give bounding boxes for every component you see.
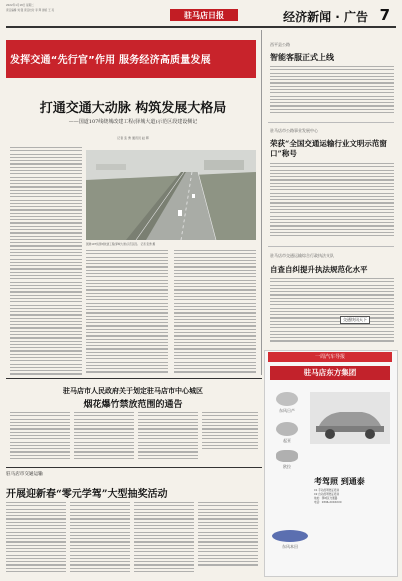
section-rule-1 [6, 378, 262, 379]
auto-ad-header: 一周汽车导报 [268, 352, 392, 362]
bottom-article-body-col1 [6, 502, 66, 576]
brand-logo-icon [276, 392, 298, 406]
banner-text: 发挥交通“先行官”作用 服务经济高质量发展 [10, 55, 211, 66]
photo-caption: 国道107线绕城改建工程(驿城大道)示范区段。 记者 张勇 摄 [86, 243, 156, 246]
section-rule-2 [6, 467, 262, 468]
contact-line: C2 自动挡驾驶证培训 [314, 493, 340, 496]
sidebar-article2-body [270, 163, 394, 243]
bottom-article-body-col2 [70, 502, 130, 576]
bottom-article-body-col4 [198, 502, 258, 576]
brand-label: 起亚 [283, 438, 291, 443]
masthead: 驻马店日报 [170, 9, 238, 21]
promo-box-label: 交通快讯天下 [340, 316, 370, 324]
page-number: 7 [379, 6, 390, 24]
sidebar-article1-body [270, 66, 394, 118]
bottom-article-body-col3 [134, 502, 194, 576]
sidebar-article1-kicker: 西平县公路 [270, 42, 290, 47]
ad-car-image [310, 392, 390, 444]
notice-body-col4 [202, 412, 258, 464]
section-title: 经济新闻 · 广告 [283, 10, 368, 24]
notice-body-col3 [138, 412, 198, 464]
sidebar-separator-1 [268, 122, 394, 123]
contact-list [314, 489, 392, 505]
main-article-subtitle: ——国道107线绕城改建工程(驿城大道)示范区段建设侧记 [68, 119, 198, 125]
contact-title: 考驾照 到通泰 [314, 477, 365, 486]
sidebar-article3-title: 自查自纠提升执法规范化水平 [270, 265, 368, 274]
header-rule [6, 26, 396, 28]
main-article-title: 打通交通大动脉 构筑发展大格局 [39, 101, 227, 116]
main-article-body-col1 [10, 147, 82, 375]
column-rule [261, 30, 262, 375]
sidebar-separator-2 [268, 246, 394, 247]
sidebar-article2-title: 荣获“全国交通运输行业文明示范窗口”称号 [270, 139, 387, 158]
highway-photo [86, 150, 256, 240]
auto-ad-dealer-name: 驻马店东方集团 [270, 366, 390, 380]
brand-label: 东风日产 [279, 408, 295, 413]
notice-body-col1 [10, 412, 70, 464]
sidebar-article1-title: 智能客服正式上线 [270, 52, 334, 62]
contact-line: 地址：驿城区交通路 [314, 497, 338, 500]
main-article-body-col4 [174, 250, 256, 375]
car-icon [310, 392, 390, 444]
main-article-byline: 记者 张 勇 通讯员 赵 辉 [117, 136, 149, 140]
sidebar-article2-kicker: 驻马店市公路事业发展中心 [270, 128, 318, 133]
sidebar-article3-body [270, 278, 394, 350]
bottom-article-title: 开展迎新春“零元学驾”大型抽奖活动 [6, 489, 168, 500]
notice-title: 驻马店市人民政府关于划定驻马店市中心城区 [63, 386, 203, 395]
brand-label: 欧拉 [283, 464, 291, 469]
brand-logo-icon [276, 450, 298, 462]
contact-line: C1 手动挡驾驶证培训 [314, 489, 340, 492]
header-editor-line: 责任编辑 刘 强 责任校对 李 辉 排版 王 亮 [6, 9, 55, 12]
highway-illustration [86, 150, 256, 240]
notice-subtitle: 烟花爆竹禁放范围的通告 [83, 400, 183, 410]
brand-oval-logo-icon [272, 530, 308, 542]
contact-line: 电话：0396-2XXXXXX [314, 501, 342, 504]
sidebar-article3-kicker: 驻马店市交通运输综合行政执法支队 [270, 253, 334, 258]
bottom-article-kicker: 驻马店市交通运输 [6, 472, 43, 477]
brand-logo-icon [276, 422, 298, 436]
header-date-line: 2022年1月18日 星期二 [6, 4, 34, 7]
notice-body-col2 [74, 412, 134, 464]
main-article-body-col3 [86, 250, 168, 375]
brand-label: 东风本田 [282, 544, 298, 549]
